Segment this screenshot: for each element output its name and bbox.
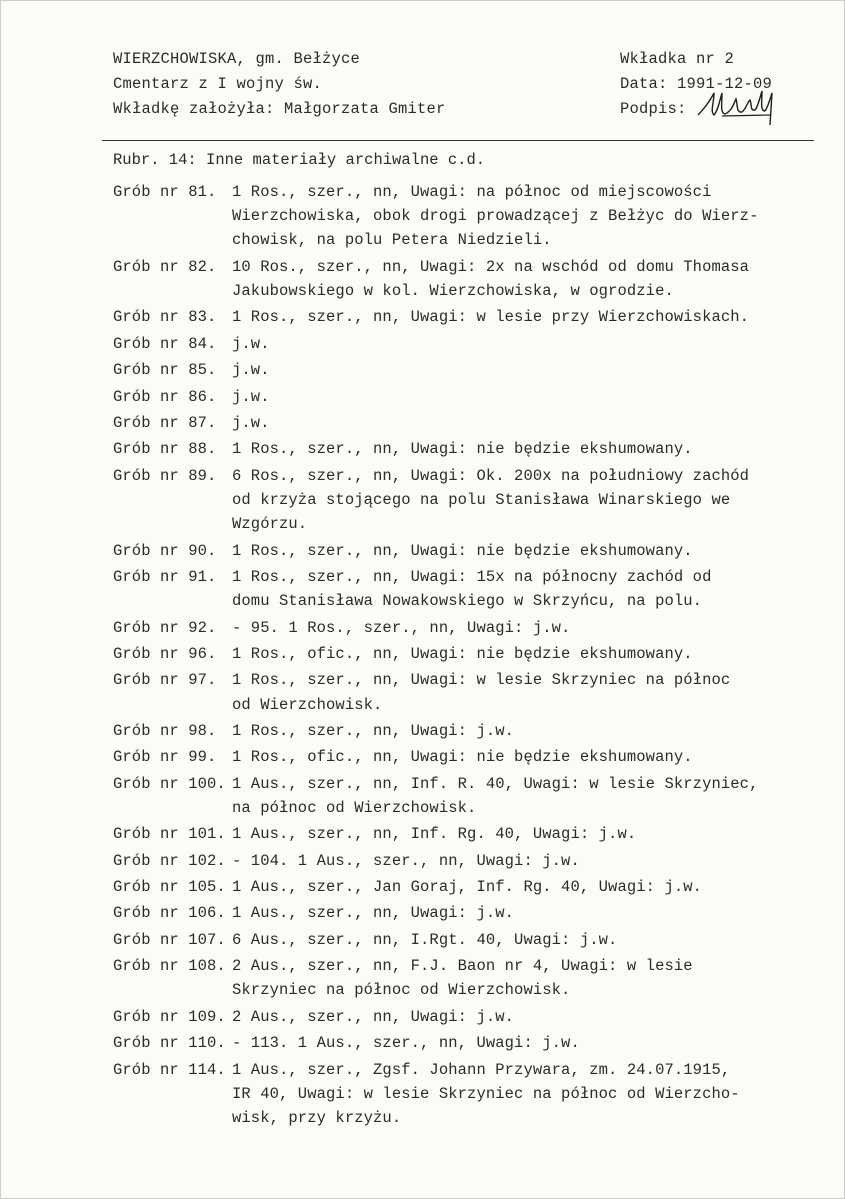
grave-entry	[113, 1005, 828, 1029]
grave-label: Grób nr 101.	[113, 825, 226, 844]
date: Data: 1991-12-09	[620, 75, 773, 93]
grave-entry	[113, 772, 828, 820]
grave-label: Grób nr 83.	[113, 308, 217, 327]
grave-entry	[113, 822, 828, 846]
grave-notes	[232, 385, 828, 409]
grave-notes	[232, 745, 828, 769]
grave-label: Grób nr 102.	[113, 851, 226, 870]
grave-note-line: - 95. 1 Ros., szer., nn, Uwagi: j.w.	[232, 618, 571, 637]
grave-note-line: od Wierzchowisk.	[232, 695, 383, 714]
grave-entry	[113, 305, 828, 329]
grave-entry	[113, 565, 828, 613]
grave-note-line: na północ od Wierzchowisk.	[232, 798, 477, 817]
grave-notes	[232, 437, 828, 461]
grave-note-line: 1 Aus., szer., nn, Inf. R. 40, Uwagi: w lesie Skrzyniec,	[232, 774, 759, 793]
grave-note-line: - 104. 1 Aus., szer., nn, Uwagi: j.w.	[232, 851, 580, 870]
grave-label: Grób nr 100.	[113, 774, 226, 793]
grave-notes	[232, 305, 828, 329]
grave-note-line: 10 Ros., szer., nn, Uwagi: 2x na wschód od domu Thomasa	[232, 257, 750, 276]
grave-notes	[232, 332, 828, 356]
header-left	[113, 47, 446, 122]
grave-note-line: IR 40, Uwagi: w lesie Skrzyniec na północ od Wierzcho-	[232, 1084, 740, 1103]
grave-entry	[113, 358, 828, 382]
grave-note-line: 1 Ros., szer., nn, Uwagi: j.w.	[232, 721, 515, 740]
grave-note-line: 1 Ros., szer., nn, Uwagi: nie będzie ekshumowany.	[232, 440, 693, 459]
grave-entry	[113, 255, 828, 303]
signature-label: Podpis:	[620, 100, 687, 118]
grave-entry	[113, 954, 828, 1002]
grave-notes	[232, 180, 828, 253]
grave-note-line: 1 Ros., szer., nn, Uwagi: w lesie przy Wierzchowiskach.	[232, 308, 750, 327]
grave-notes	[232, 928, 828, 952]
founded-by: Wkładkę założyła: Małgorzata Gmiter	[113, 100, 446, 118]
grave-label: Grób nr 89.	[113, 466, 217, 485]
grave-label: Grób nr 87.	[113, 413, 217, 432]
grave-note-line: - 113. 1 Aus., szer., nn, Uwagi: j.w.	[232, 1034, 580, 1053]
handwritten-signature	[696, 97, 816, 122]
grave-entry	[113, 616, 828, 640]
grave-entry	[113, 875, 828, 899]
grave-notes	[232, 565, 828, 613]
grave-notes	[232, 1005, 828, 1029]
header-divider	[102, 140, 814, 141]
grave-note-line: 1 Ros., szer., nn, Uwagi: na północ od miejscowości	[232, 183, 712, 201]
grave-note-line: od krzyża stojącego na polu Stanisława Winarskiego we	[232, 490, 731, 509]
grave-entry	[113, 928, 828, 952]
grave-notes	[232, 719, 828, 743]
grave-notes	[232, 464, 828, 537]
grave-entry	[113, 464, 828, 537]
grave-label: Grób nr 91.	[113, 567, 217, 586]
grave-label: Grób nr 109.	[113, 1007, 226, 1026]
grave-label: Grób nr 84.	[113, 334, 217, 353]
grave-note-line: 1 Ros., szer., nn, Uwagi: nie będzie ekshumowany.	[232, 541, 693, 560]
grave-notes	[232, 358, 828, 382]
grave-note-line: 6 Aus., szer., nn, I.Rgt. 40, Uwagi: j.w.	[232, 930, 618, 949]
grave-entry	[113, 901, 828, 925]
grave-list	[113, 180, 828, 1132]
grave-note-line: domu Stanisława Nowakowskiego w Skrzyńcu, na polu.	[232, 592, 703, 611]
grave-notes	[232, 1058, 828, 1131]
section-title: Rubr. 14: Inne materiały archiwalne c.d.	[113, 151, 486, 169]
grave-note-line: 1 Ros., ofic., nn, Uwagi: nie będzie ekshumowany.	[232, 644, 693, 663]
grave-label: Grób nr 99.	[113, 748, 217, 767]
grave-entry	[113, 719, 828, 743]
grave-entry	[113, 539, 828, 563]
grave-note-line: 1 Ros., szer., nn, Uwagi: w lesie Skrzyniec na północ	[232, 671, 731, 690]
grave-note-line: 1 Ros., szer., nn, Uwagi: 15x na północny zachód od	[232, 567, 712, 586]
grave-note-line: j.w.	[232, 413, 270, 432]
grave-label: Grób nr 108.	[113, 957, 226, 976]
insert-number: Wkładka nr 2	[620, 50, 735, 68]
grave-note-line: 1 Ros., ofic., nn, Uwagi: nie będzie ekshumowany.	[232, 748, 693, 767]
signature-icon	[692, 85, 812, 129]
grave-note-line: 2 Aus., szer., nn, F.J. Baon nr 4, Uwagi: w lesie	[232, 957, 693, 976]
grave-notes	[232, 822, 828, 846]
grave-entry	[113, 385, 828, 409]
grave-notes	[232, 772, 828, 820]
cemetery-name: Cmentarz z I wojny św.	[113, 75, 323, 93]
grave-note-line: 1 Aus., szer., Zgsf. Johann Przywara, zm. 24.07.1915,	[232, 1060, 731, 1079]
grave-note-line: wisk, przy krzyżu.	[232, 1109, 402, 1127]
grave-entry	[113, 668, 828, 716]
grave-note-line: j.w.	[232, 334, 270, 353]
header-right	[620, 47, 816, 122]
grave-note-line: 1 Aus., szer., nn, Uwagi: j.w.	[232, 904, 515, 923]
grave-note-line: chowisk, na polu Petera Niedzieli.	[232, 231, 552, 250]
grave-notes	[232, 901, 828, 925]
place-name: WIERZCHOWISKA, gm. Bełżyce	[113, 50, 361, 68]
grave-entry	[113, 411, 828, 435]
grave-label: Grób nr 81.	[113, 183, 217, 201]
grave-entry	[113, 642, 828, 666]
grave-note-line: j.w.	[232, 387, 270, 406]
grave-label: Grób nr 105.	[113, 878, 226, 897]
grave-notes	[232, 411, 828, 435]
grave-notes	[232, 668, 828, 716]
grave-label: Grób nr 96.	[113, 644, 217, 663]
grave-label: Grób nr 106.	[113, 904, 226, 923]
grave-notes	[232, 954, 828, 1002]
grave-entry	[113, 180, 828, 253]
grave-notes	[232, 642, 828, 666]
grave-label: Grób nr 92.	[113, 618, 217, 637]
grave-label: Grób nr 86.	[113, 387, 217, 406]
grave-note-line: Jakubowskiego w kol. Wierzchowiska, w ogrodzie.	[232, 282, 674, 300]
grave-notes	[232, 255, 828, 303]
grave-label: Grób nr 88.	[113, 440, 217, 459]
grave-note-line: Wierzchowiska, obok drogi prowadzącej z Bełżyc do Wierz-	[232, 207, 759, 226]
grave-label: Grób nr 98.	[113, 721, 217, 740]
grave-note-line: Skrzyniec na północ od Wierzchowisk.	[232, 981, 571, 1000]
grave-note-line: Wzgórzu.	[232, 515, 308, 534]
grave-label: Grób nr 82.	[113, 257, 217, 276]
grave-note-line: 6 Ros., szer., nn, Uwagi: Ok. 200x na południowy zachód	[232, 466, 750, 485]
grave-notes	[232, 539, 828, 563]
grave-entry	[113, 332, 828, 356]
grave-entry	[113, 437, 828, 461]
grave-label: Grób nr 114.	[113, 1060, 226, 1079]
grave-label: Grób nr 107.	[113, 930, 226, 949]
grave-label: Grób nr 97.	[113, 671, 217, 690]
grave-notes	[232, 616, 828, 640]
grave-note-line: 1 Aus., szer., Jan Goraj, Inf. Rg. 40, Uwagi: j.w.	[232, 878, 703, 897]
grave-notes	[232, 1031, 828, 1055]
grave-notes	[232, 875, 828, 899]
grave-notes	[232, 849, 828, 873]
grave-entry	[113, 745, 828, 769]
signature-row	[620, 97, 816, 122]
grave-entry	[113, 1058, 828, 1131]
grave-note-line: 2 Aus., szer., nn, Uwagi: j.w.	[232, 1007, 515, 1026]
grave-label: Grób nr 90.	[113, 541, 217, 560]
grave-entry	[113, 1031, 828, 1055]
grave-note-line: j.w.	[232, 361, 270, 380]
grave-label: Grób nr 110.	[113, 1034, 226, 1053]
grave-entry	[113, 849, 828, 873]
grave-note-line: 1 Aus., szer., nn, Inf. Rg. 40, Uwagi: j.w.	[232, 825, 637, 844]
grave-label: Grób nr 85.	[113, 361, 217, 380]
